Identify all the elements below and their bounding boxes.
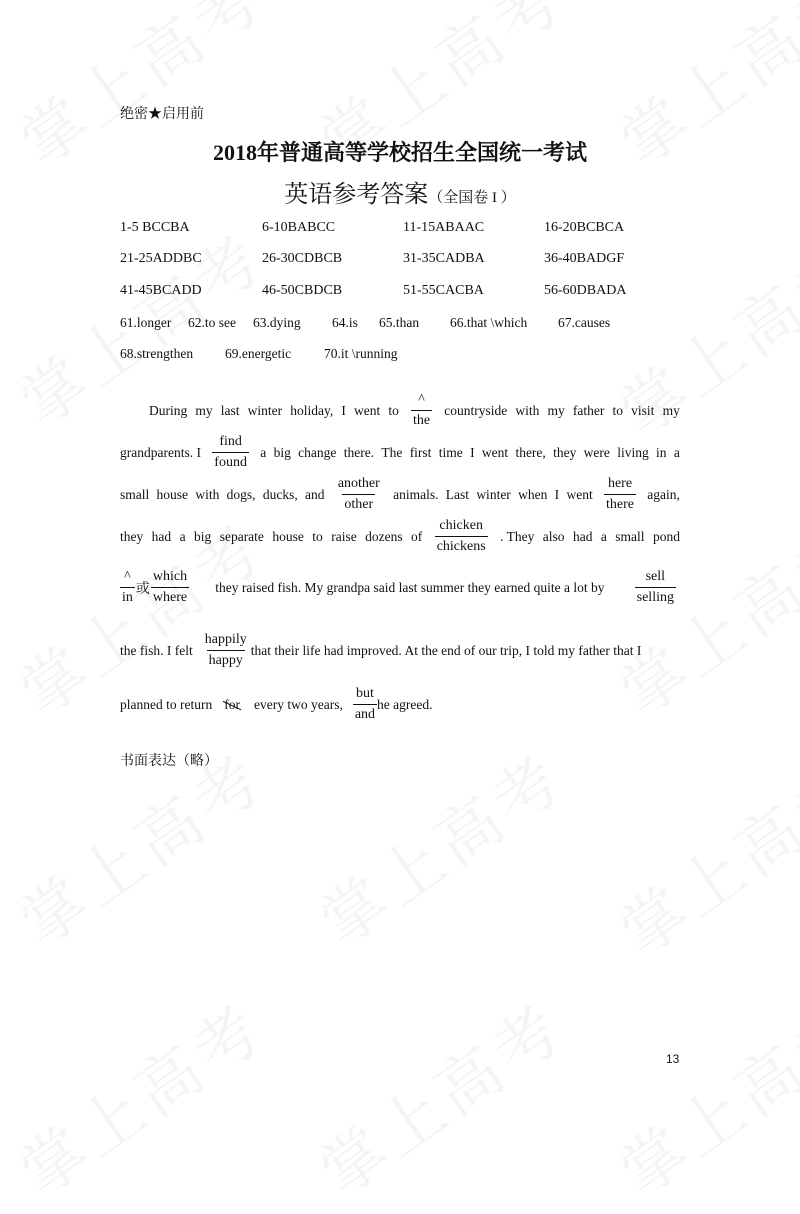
word: pond [652,528,680,544]
word: they [553,444,577,460]
word: change [298,444,337,460]
word: of [411,528,423,544]
fill-answer: 63.dying [253,315,301,330]
word: house [272,528,304,544]
correction-mark [120,567,135,608]
fill-answer: 61.longer [120,315,172,330]
word: ducks, [262,486,298,502]
word: again, [647,486,680,502]
passage-text: he agreed. [377,696,433,712]
word: also [542,528,565,544]
word: went [481,444,509,460]
correction-mark [336,474,382,515]
word: During [149,402,188,418]
original-word: here [607,476,633,491]
word: had [572,528,593,544]
word: house [156,486,189,502]
word: last [220,402,240,418]
word: first [409,444,432,460]
fill-answer: 64.is [332,315,358,330]
correction-mark [411,390,432,431]
confidential-label: 绝密★启用前 [120,107,204,122]
watermark [599,738,800,974]
watermark [299,728,581,964]
word: big [273,444,291,460]
passage-line [120,630,680,671]
answer-group: 41-45BCADD [120,283,202,298]
correction-word: the [411,410,432,431]
fill-answer: 62.to see [188,315,236,330]
subtitle-note: （全国卷 I ） [428,190,516,206]
correction-mark [151,567,189,608]
word: there. [343,444,375,460]
word: time [438,444,463,460]
word: had [151,528,172,544]
original-word: another [337,476,380,491]
passage-text: planned to return [120,696,213,712]
word: my [195,402,213,418]
correction-mark [212,432,249,473]
correction-word: where [151,587,189,608]
correction-word: and [353,704,377,725]
passage-line [120,432,680,473]
correction-word: found [212,452,249,473]
word: to [312,528,323,544]
passage-line [120,684,680,725]
passage-line [120,516,680,557]
answer-group: 1-5 BCCBA [120,220,190,235]
word: a [673,444,680,460]
answer-group: 26-30CDBCB [262,251,343,266]
original-word: sell [645,569,666,584]
page-title: 2018年普通高等学校招生全国统一考试 [212,140,587,165]
original-word: find [219,434,242,449]
passage-text: every two years, [253,696,343,712]
passage-line [120,474,680,515]
original-word: which [152,569,188,584]
answer-group: 46-50CBDCB [262,283,343,298]
subtitle-text: 英语参考答案 [284,182,429,208]
word: were [583,444,610,460]
word: there, [515,444,546,460]
correction-word: there [604,494,636,515]
word: I [554,486,560,502]
fill-answer: 65.than [379,315,420,330]
page-subtitle [0,174,800,209]
word: went [566,486,593,502]
correction-mark [435,516,488,557]
word: The [381,444,403,460]
answer-group: 11-15ABAAC [403,220,485,235]
word: in [656,444,667,460]
word: my [662,402,680,418]
fill-answer: 66.that \which [450,315,528,330]
word: . They [500,528,535,544]
word: with [195,486,220,502]
correction-word: chickens [435,536,488,557]
original-word: but [355,686,374,701]
passage-text: they raised fish. My grandpa said last summer they earned quite a lot by [215,579,605,595]
word: to [612,402,624,418]
correction-word: in [120,587,135,608]
or-label: 或 [135,581,150,597]
correction-mark [604,474,636,515]
watermark [0,978,281,1214]
word: raise [331,528,357,544]
answer-group: 36-40BADGF [544,251,625,266]
word: they [120,528,144,544]
correction-word: selling [635,587,676,608]
correction-mark [635,567,676,608]
correction-mark [353,684,377,725]
correction-group [120,567,189,608]
passage-line [120,390,680,431]
answer-group: 16-20BCBCA [544,220,625,235]
word: animals. [393,486,439,502]
word: winter [476,486,511,502]
word: dogs, [226,486,256,502]
fill-answer: 69.energetic [225,346,292,361]
correction-word: happy [207,650,245,671]
page-number: 13 [666,1052,680,1066]
word: dozens [365,528,403,544]
fill-answer: 68.strengthen [120,346,194,361]
struck-word: for [224,696,240,712]
insert-caret: ^ [418,392,425,407]
fill-answer: 67.causes [558,315,611,330]
word: grandparents. I [120,444,201,460]
passage-text: that their life had improved. At the end of our trip, I told my father that I [250,642,642,658]
passage-text: the fish. I felt [120,642,193,658]
correction-mark [203,630,249,671]
word: my [547,402,565,418]
word: father [572,402,605,418]
fill-answer: 70.it \running [324,346,398,361]
word: I [470,444,475,460]
word: a [600,528,607,544]
passage-line [120,567,680,608]
word: to [388,402,399,418]
watermark [299,978,581,1214]
answer-group: 6-10BABCC [262,220,336,235]
original-word: happily [204,632,247,647]
word: visit [631,402,655,418]
insert-caret: ^ [124,569,131,584]
word: small [120,486,150,502]
answer-group: 31-35CADBA [403,251,485,266]
answer-group: 51-55CACBA [403,283,484,298]
word: big [194,528,212,544]
word: holiday, [290,402,334,418]
word: and [305,486,325,502]
watermark [599,978,800,1214]
word: Last [445,486,470,502]
word: living [617,444,649,460]
answer-group: 21-25ADDBC [120,251,202,266]
word: I [341,402,346,418]
correction-word: other [342,494,375,515]
word: a [260,444,267,460]
word: with [515,402,540,418]
answer-group: 56-60DBADA [544,283,627,298]
original-word: chicken [439,518,483,533]
writing-section-note: 书面表达（略） [120,754,218,769]
word: winter [247,402,283,418]
word: a [179,528,186,544]
word: small [615,528,645,544]
word: went [354,402,381,418]
word: separate [219,528,264,544]
word: countryside [444,402,508,418]
word: when [518,486,548,502]
